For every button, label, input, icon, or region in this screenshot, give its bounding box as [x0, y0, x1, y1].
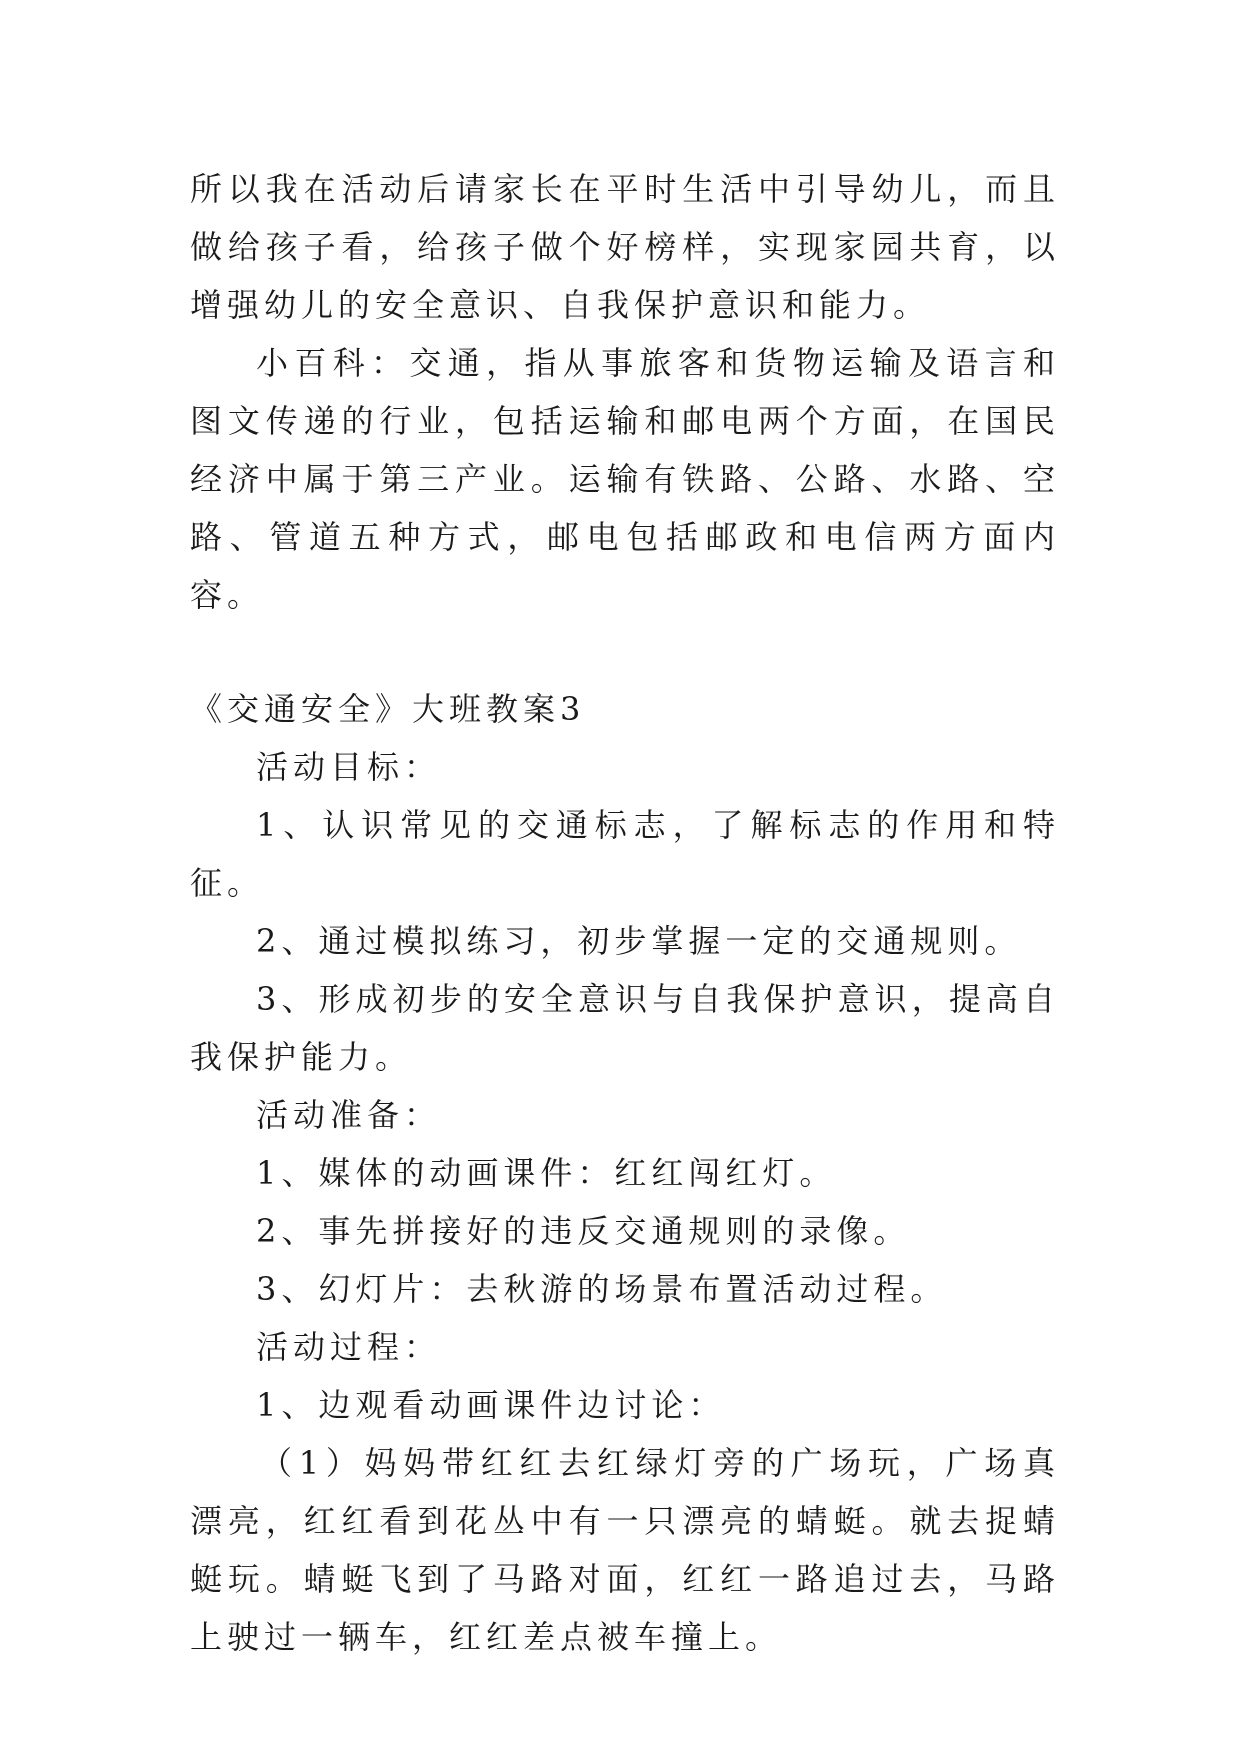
- document-body: [190, 160, 1060, 1666]
- prep-item-2: 2、事先拼接好的违反交通规则的录像。: [256, 1212, 911, 1250]
- goal-item-1: 1、认识常见的交通标志，了解标志的作用和特征。: [190, 806, 1060, 902]
- goal-item-3: 3、形成初步的安全意识与自我保护意识，提高自我保护能力。: [190, 980, 1060, 1076]
- prep-label: 活动准备：: [256, 1096, 442, 1134]
- goals-label: 活动目标：: [256, 748, 442, 786]
- paragraph-encyclopedia: 小百科：交通，指从事旅客和货物运输及语言和图文传递的行业，包括运输和邮电两个方面，在国民经济中属于第三产业。运输有铁路、公路、水路、空路、管道五种方式，邮电包括邮政和电信两方面内容。: [190, 344, 1060, 614]
- process-item-1: 1、边观看动画课件边讨论：: [256, 1386, 726, 1424]
- section-title: 《交通安全》大班教案3: [190, 690, 586, 728]
- paragraph-continuation: 所以我在活动后请家长在平时生活中引导幼儿，而且做给孩子看，给孩子做个好榜样，实现家园共育，以增强幼儿的安全意识、自我保护意识和能力。: [190, 170, 1060, 324]
- process-item-1-1: （1）妈妈带红红去红绿灯旁的广场玩，广场真漂亮，红红看到花丛中有一只漂亮的蜻蜓。就去捉蜻蜓玩。蜻蜓飞到了马路对面，红红一路追过去，马路上驶过一辆车，红红差点被车撞上。: [190, 1444, 1060, 1656]
- prep-item-1: 1、媒体的动画课件：红红闯红灯。: [256, 1154, 837, 1192]
- process-label: 活动过程：: [256, 1328, 442, 1366]
- prep-item-3: 3、幻灯片：去秋游的场景布置活动过程。: [256, 1270, 948, 1308]
- goal-item-2: 2、通过模拟练习，初步掌握一定的交通规则。: [256, 922, 1022, 960]
